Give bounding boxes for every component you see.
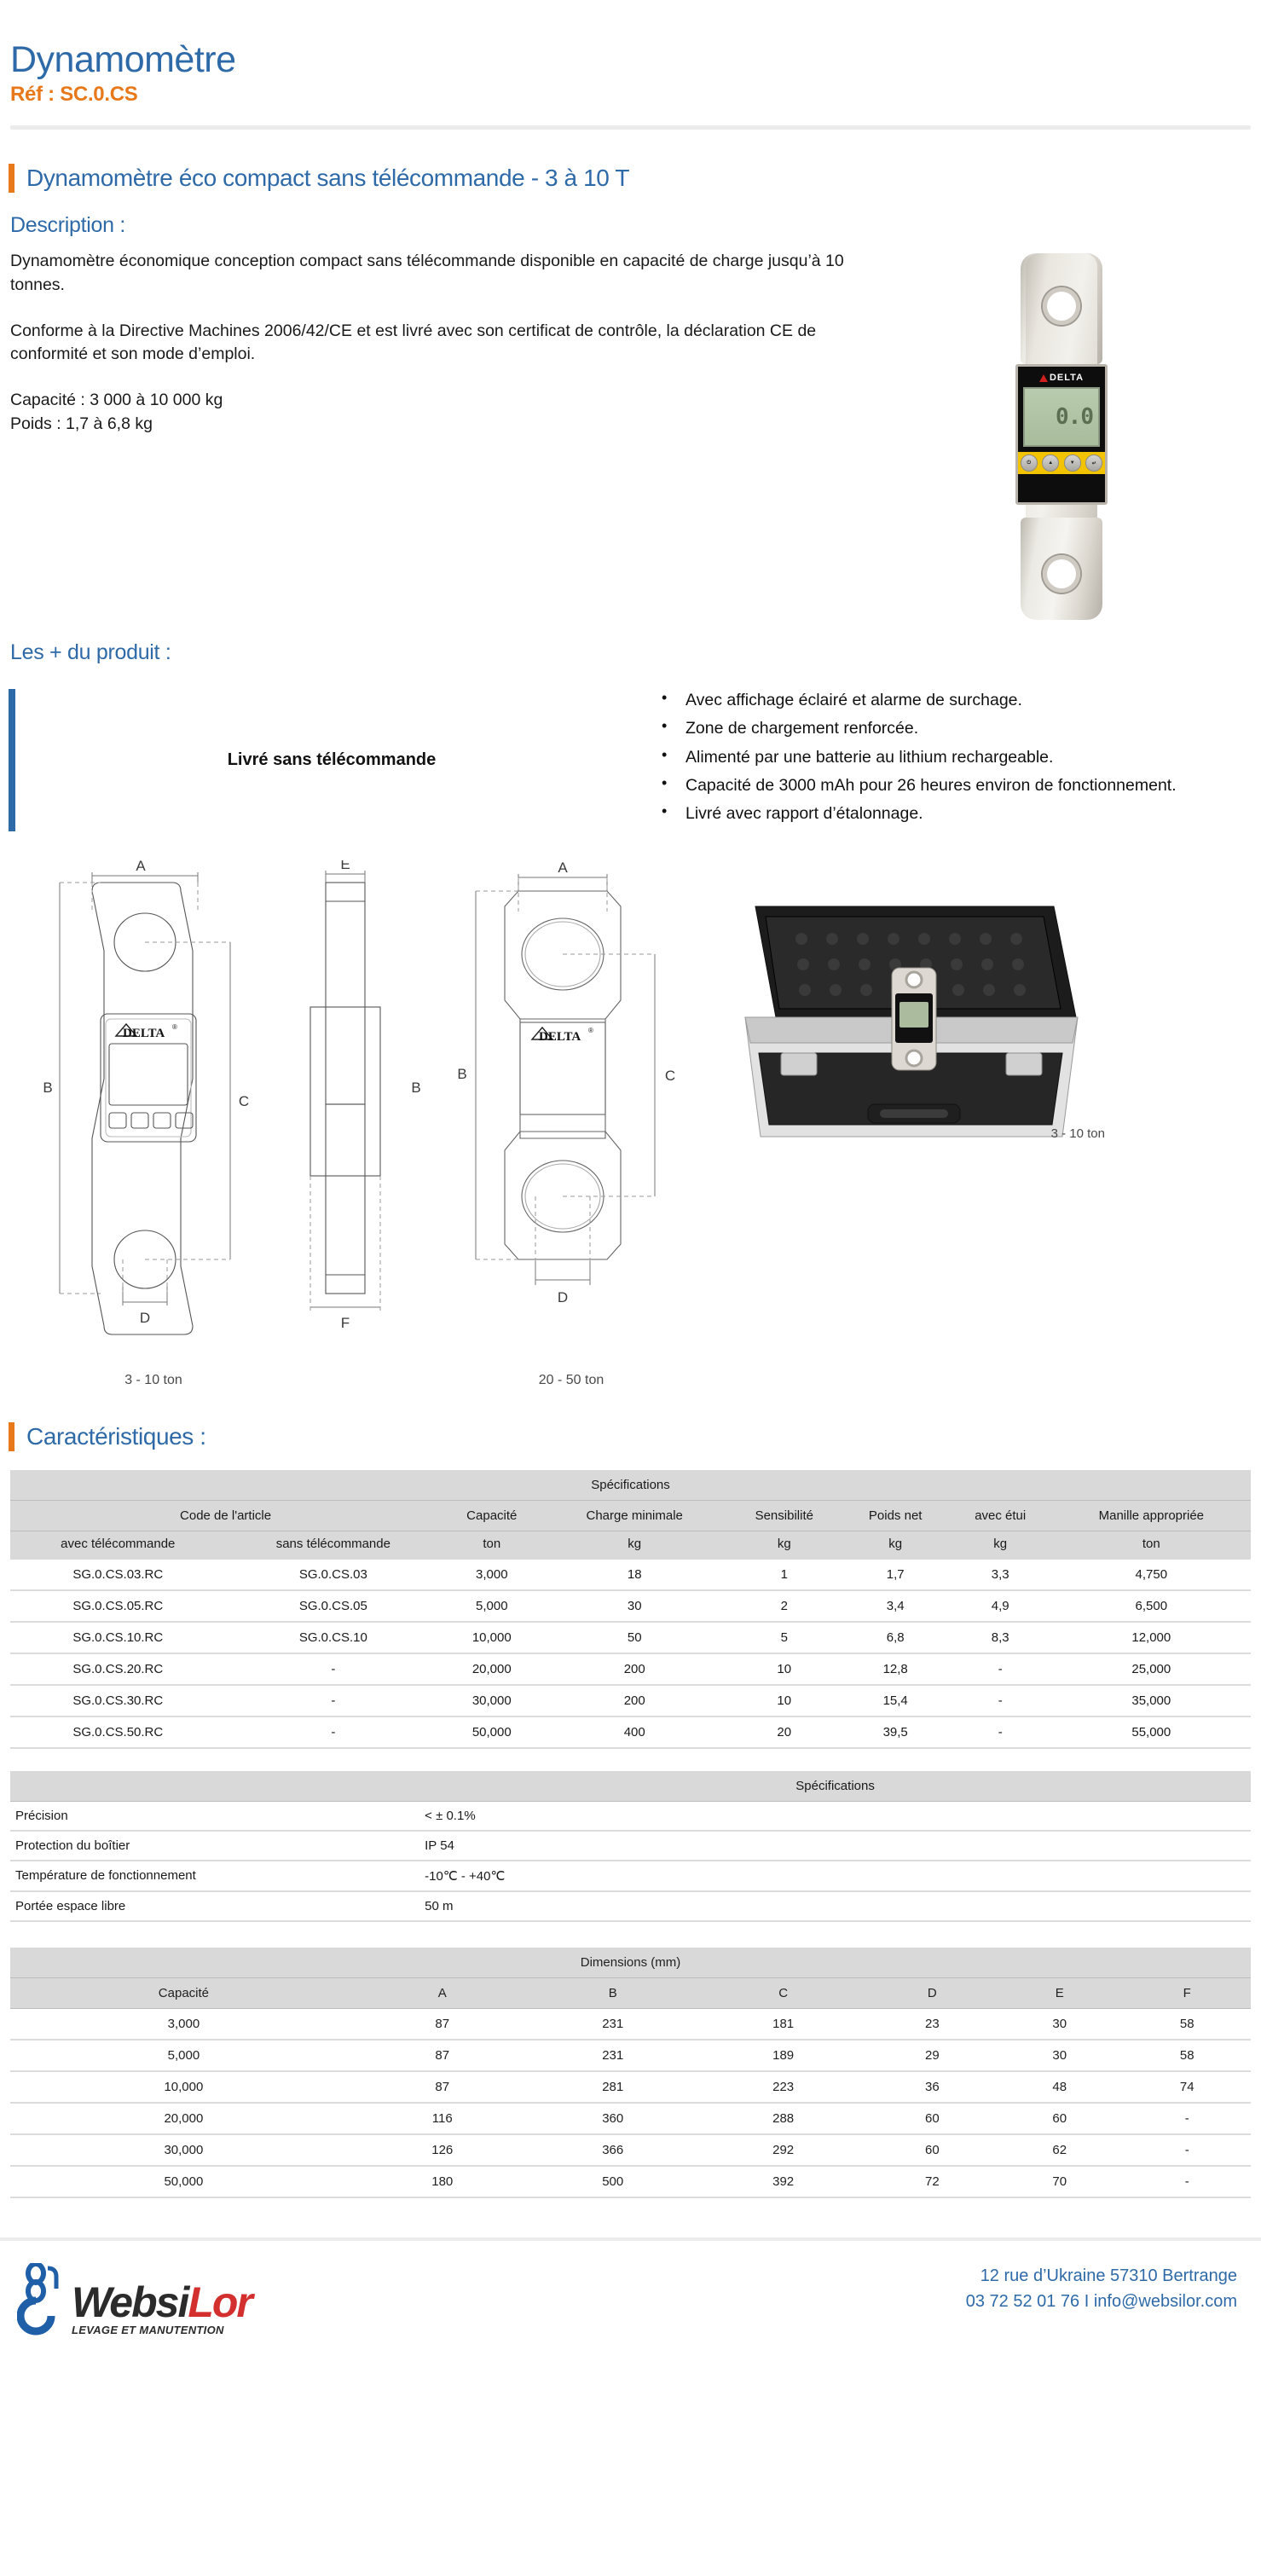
product-photo-column xyxy=(921,250,1202,620)
capacity-line: Capacité : 3 000 à 10 000 kg xyxy=(10,390,223,409)
dims-col-c: C xyxy=(698,1977,869,2008)
cell: 72 xyxy=(869,2166,996,2197)
photo-top-hole xyxy=(1043,287,1080,325)
cell: SG.0.CS.05 xyxy=(226,1590,442,1622)
cell: 288 xyxy=(698,2103,869,2134)
cell: 3,000 xyxy=(441,1560,542,1590)
plus-section xyxy=(0,689,1261,831)
cell: 5 xyxy=(726,1622,842,1653)
cell: SG.0.CS.50.RC xyxy=(10,1716,226,1748)
cell: 30 xyxy=(996,2008,1123,2040)
unit-min-load: kg xyxy=(542,1531,726,1560)
cell: 200 xyxy=(542,1685,726,1716)
drawing-caption-large: 20 - 50 ton xyxy=(538,1372,604,1387)
cell: 39,5 xyxy=(842,1716,949,1748)
cell: 360 xyxy=(528,2103,698,2134)
cell: 60 xyxy=(869,2103,996,2134)
peak-button-icon: ▼ xyxy=(1064,454,1081,472)
cell: 3,3 xyxy=(949,1560,1052,1590)
table-row xyxy=(10,2134,1251,2166)
cell: 30 xyxy=(542,1590,726,1622)
cell: 30,000 xyxy=(10,2134,357,2166)
characteristics-heading: Caractéristiques : xyxy=(26,1422,206,1450)
header-divider xyxy=(10,125,1251,130)
contact-phone-email[interactable]: 03 72 52 01 76 I info@websilor.com xyxy=(965,2291,1237,2311)
cell: 87 xyxy=(357,2008,528,2040)
cell: 12,8 xyxy=(842,1653,949,1685)
cell: - xyxy=(226,1653,442,1685)
case-device xyxy=(892,968,936,1070)
case-photo-svg xyxy=(725,886,1100,1167)
unit-without-remote: sans télécommande xyxy=(226,1531,442,1560)
front-view-svg xyxy=(34,860,273,1355)
cell: SG.0.CS.03 xyxy=(226,1560,442,1590)
dims-col-capacity: Capacité xyxy=(10,1977,357,2008)
side-view-svg xyxy=(273,860,443,1355)
plus-accent-bar xyxy=(9,689,15,831)
dim-label-b-large: B xyxy=(457,1065,467,1082)
table-row xyxy=(10,1560,1251,1590)
cell: 50,000 xyxy=(441,1716,542,1748)
cell: 5,000 xyxy=(441,1590,542,1622)
cell: 392 xyxy=(698,2166,869,2197)
dims-table-title: Dimensions (mm) xyxy=(10,1948,1251,1978)
col-header-min-load: Charge minimale xyxy=(542,1500,726,1531)
cell: 50,000 xyxy=(10,2166,357,2197)
product-heading-block xyxy=(9,164,1261,193)
plus-heading: Les + du produit : xyxy=(10,640,171,665)
cell: 10,000 xyxy=(10,2071,357,2103)
description-paragraph-1: Dynamomètre économique conception compact sans télécommande disponible en capacité de charge jusqu’à 10 tonnes. xyxy=(10,252,844,294)
cell: 292 xyxy=(698,2134,869,2166)
cell: 189 xyxy=(698,2040,869,2071)
cell: 23 xyxy=(869,2008,996,2040)
dim-label-e: E xyxy=(340,860,350,872)
plus-bullet-list xyxy=(657,689,1261,825)
cell: 30 xyxy=(996,2040,1123,2071)
table-group-header-row xyxy=(10,1470,1251,1501)
cell: 2 xyxy=(726,1590,842,1622)
cell: 180 xyxy=(357,2166,528,2197)
table-row xyxy=(10,1653,1251,1685)
cell: 3,4 xyxy=(842,1590,949,1622)
svg-text:DELTA: DELTA xyxy=(123,1026,165,1040)
cell: 29 xyxy=(869,2040,996,2071)
plus-callout-text: Livré sans télécommande xyxy=(227,750,437,769)
cell: 4,750 xyxy=(1052,1560,1251,1590)
unit-sensitivity: kg xyxy=(726,1531,842,1560)
kv-header-blank xyxy=(10,1771,419,1802)
table-row xyxy=(10,2166,1251,2197)
cell: 1 xyxy=(726,1560,842,1590)
table-column-header-row xyxy=(10,1977,1251,2008)
table-row xyxy=(10,2071,1251,2103)
company-logo[interactable] xyxy=(17,2263,252,2336)
cell: 30,000 xyxy=(441,1685,542,1716)
table-row xyxy=(10,2008,1251,2040)
cell: 200 xyxy=(542,1653,726,1685)
photo-control-panel xyxy=(1015,364,1108,505)
table-column-header-row xyxy=(10,1500,1251,1531)
description-text xyxy=(0,250,921,436)
cell: 36 xyxy=(869,2071,996,2103)
kv-key: Protection du boîtier xyxy=(10,1831,419,1861)
tare-button-icon: ▲ xyxy=(1042,454,1059,472)
description-label: Description : xyxy=(10,213,126,238)
logo-tagline: LEVAGE ET MANUTENTION xyxy=(72,2323,224,2336)
dimensions-table xyxy=(10,1948,1251,2198)
dim-label-a-large: A xyxy=(558,860,568,876)
page-footer xyxy=(0,2237,1261,2352)
hook-chain-icon xyxy=(17,2263,67,2336)
kv-table-title: Spécifications xyxy=(419,1771,1251,1802)
cell: 62 xyxy=(996,2134,1123,2166)
col-header-net-weight: Poids net xyxy=(842,1500,949,1531)
cell: 12,000 xyxy=(1052,1622,1251,1653)
col-header-with-case: avec étui xyxy=(949,1500,1052,1531)
dim-label-b-side: B xyxy=(411,1079,421,1096)
cell: 366 xyxy=(528,2134,698,2166)
case-photo xyxy=(725,886,1105,1172)
cell: SG.0.CS.05.RC xyxy=(10,1590,226,1622)
cell: 281 xyxy=(528,2071,698,2103)
list-item: • Avec affichage éclairé et alarme de surchage. xyxy=(657,689,1253,711)
cell: 10 xyxy=(726,1685,842,1716)
dim-label-c-large: C xyxy=(664,1067,676,1084)
cell: 87 xyxy=(357,2040,528,2071)
unit-with-remote: avec télécommande xyxy=(10,1531,226,1560)
kv-value: 50 m xyxy=(419,1891,1251,1921)
cell: 35,000 xyxy=(1052,1685,1251,1716)
svg-text:®: ® xyxy=(172,1022,177,1031)
photo-lcd-display xyxy=(1023,387,1100,447)
logo-text-lor: Lor xyxy=(188,2278,252,2326)
cell: - xyxy=(1123,2103,1251,2134)
plus-callout-block xyxy=(0,689,648,831)
drawing-front-view xyxy=(34,860,273,1388)
spec-table-body xyxy=(10,1560,1251,1748)
delta-triangle-icon xyxy=(1039,374,1048,382)
kv-value: IP 54 xyxy=(419,1831,1251,1861)
large-view-svg xyxy=(443,860,699,1355)
photo-keypad xyxy=(1018,452,1105,474)
cell: 400 xyxy=(542,1716,726,1748)
cell: 55,000 xyxy=(1052,1716,1251,1748)
drawing-large-view xyxy=(443,860,699,1388)
list-item: • Alimenté par une batterie au lithium rechargeable. xyxy=(657,746,1253,768)
cell: 6,8 xyxy=(842,1622,949,1653)
weight-line: Poids : 1,7 à 6,8 kg xyxy=(10,414,153,433)
tables-zone xyxy=(0,1470,1261,2198)
table-row xyxy=(10,1831,1251,1861)
table-row xyxy=(10,1891,1251,1921)
cell: 70 xyxy=(996,2166,1123,2197)
drawing-large-brand-logo xyxy=(532,1027,593,1044)
logo-text-websi: Websi xyxy=(72,2278,188,2326)
col-header-capacity: Capacité xyxy=(441,1500,542,1531)
cell: 8,3 xyxy=(949,1622,1052,1653)
table-row xyxy=(10,2040,1251,2071)
cell: 231 xyxy=(528,2040,698,2071)
logo-text-main xyxy=(72,2278,252,2326)
table-row xyxy=(10,2103,1251,2134)
accent-bar-characteristics xyxy=(9,1422,14,1451)
table-row xyxy=(10,1590,1251,1622)
list-item: • Livré avec rapport d’étalonnage. xyxy=(657,802,1253,825)
hold-button-icon: ↵ xyxy=(1085,454,1102,472)
cell: - xyxy=(949,1716,1052,1748)
dim-label-b: B xyxy=(43,1079,53,1096)
product-photo-dynamometer xyxy=(1005,253,1118,620)
cell: SG.0.CS.20.RC xyxy=(10,1653,226,1685)
photo-lcd-value: 0.0 xyxy=(1056,404,1093,431)
cell: 18 xyxy=(542,1560,726,1590)
cell: 1,7 xyxy=(842,1560,949,1590)
kv-value: -10℃ - +40℃ xyxy=(419,1861,1251,1891)
table-row xyxy=(10,1861,1251,1891)
description-section xyxy=(0,250,1261,620)
cell: 60 xyxy=(996,2103,1123,2134)
cell: SG.0.CS.03.RC xyxy=(10,1560,226,1590)
col-header-article-code: Code de l'article xyxy=(10,1500,441,1531)
dims-col-e: E xyxy=(996,1977,1123,2008)
dim-label-d: D xyxy=(139,1309,151,1326)
cell: 500 xyxy=(528,2166,698,2197)
table-row xyxy=(10,1801,1251,1831)
cell: 6,500 xyxy=(1052,1590,1251,1622)
cell: 60 xyxy=(869,2134,996,2166)
technical-drawings-row xyxy=(0,860,1261,1388)
accent-bar xyxy=(9,164,14,193)
cell: 20,000 xyxy=(10,2103,357,2134)
hook-icon-svg xyxy=(17,2263,67,2336)
cell: 231 xyxy=(528,2008,698,2040)
cell: 4,9 xyxy=(949,1590,1052,1622)
cell: 20 xyxy=(726,1716,842,1748)
dim-label-f: F xyxy=(340,1314,350,1331)
photo-brand-text: DELTA xyxy=(1049,373,1085,384)
kv-key: Température de fonctionnement xyxy=(10,1861,419,1891)
cell: 58 xyxy=(1123,2040,1251,2071)
table-row xyxy=(10,1622,1251,1653)
contact-address: 12 rue d’Ukraine 57310 Bertrange xyxy=(980,2266,1237,2285)
drawing-caption-case: 3 - 10 ton xyxy=(1050,1126,1105,1141)
cell: 25,000 xyxy=(1052,1653,1251,1685)
dims-col-d: D xyxy=(869,1977,996,2008)
table-units-row xyxy=(10,1531,1251,1560)
cell: - xyxy=(1123,2166,1251,2197)
col-header-shackle: Manille appropriée xyxy=(1052,1500,1251,1531)
cell: - xyxy=(949,1653,1052,1685)
table-row xyxy=(10,1716,1251,1748)
drawing-brand-logo xyxy=(116,1023,177,1040)
svg-text:DELTA: DELTA xyxy=(539,1029,581,1044)
dims-col-f: F xyxy=(1123,1977,1251,2008)
logo-wordmark xyxy=(72,2278,252,2336)
cell: - xyxy=(949,1685,1052,1716)
kv-value: < ± 0.1% xyxy=(419,1801,1251,1831)
product-heading: Dynamomètre éco compact sans télécommande - 3 à 10 T xyxy=(26,165,630,192)
cell: 48 xyxy=(996,2071,1123,2103)
svg-text:®: ® xyxy=(588,1026,593,1034)
cell: 20,000 xyxy=(441,1653,542,1685)
cell: SG.0.CS.10.RC xyxy=(10,1622,226,1653)
unit-capacity: ton xyxy=(441,1531,542,1560)
cell: 181 xyxy=(698,2008,869,2040)
dims-col-a: A xyxy=(357,1977,528,2008)
specifications-table xyxy=(10,1470,1251,1749)
unit-with-case: kg xyxy=(949,1531,1052,1560)
cell: SG.0.CS.30.RC xyxy=(10,1685,226,1716)
page-title: Dynamomètre xyxy=(10,39,236,80)
cell: 3,000 xyxy=(10,2008,357,2040)
contact-block xyxy=(966,2263,1244,2314)
col-header-sensitivity: Sensibilité xyxy=(726,1500,842,1531)
drawing-side-view xyxy=(273,860,443,1373)
spec-table-title: Spécifications xyxy=(10,1470,1251,1501)
cell: 10 xyxy=(726,1653,842,1685)
description-paragraph-2: Conforme à la Directive Machines 2006/42/CE et est livré avec son certificat de contrôle, la déclaration CE de conformité et son mode d’emploi. xyxy=(10,321,817,364)
dim-label-d-large: D xyxy=(557,1288,569,1305)
unit-shackle: ton xyxy=(1052,1531,1251,1560)
photo-brand-logo xyxy=(1039,373,1084,383)
cell: 223 xyxy=(698,2071,869,2103)
cell: SG.0.CS.10 xyxy=(226,1622,442,1653)
cell: 74 xyxy=(1123,2071,1251,2103)
cell: 116 xyxy=(357,2103,528,2134)
power-button-icon: ⏻ xyxy=(1021,454,1038,472)
dim-label-a: A xyxy=(136,860,146,874)
table-row xyxy=(10,1685,1251,1716)
kv-key: Portée espace libre xyxy=(10,1891,419,1921)
cell: 126 xyxy=(357,2134,528,2166)
page-header xyxy=(0,0,1261,107)
table-header-row xyxy=(10,1771,1251,1802)
product-reference: Réf : SC.0.CS xyxy=(10,83,138,107)
cell: - xyxy=(226,1685,442,1716)
cell: 87 xyxy=(357,2071,528,2103)
plus-bullets-block xyxy=(648,689,1261,831)
dims-col-b: B xyxy=(528,1977,698,2008)
cell: 58 xyxy=(1123,2008,1251,2040)
unit-net-weight: kg xyxy=(842,1531,949,1560)
cell: 15,4 xyxy=(842,1685,949,1716)
cell: - xyxy=(1123,2134,1251,2166)
list-item: • Zone de chargement renforcée. xyxy=(657,717,1253,739)
list-item: • Capacité de 3000 mAh pour 26 heures environ de fonctionnement. xyxy=(657,774,1253,796)
cell: - xyxy=(226,1716,442,1748)
kv-key: Précision xyxy=(10,1801,419,1831)
cell: 5,000 xyxy=(10,2040,357,2071)
cell: 10,000 xyxy=(441,1622,542,1653)
drawing-caption-front: 3 - 10 ton xyxy=(124,1372,182,1387)
general-specifications-table xyxy=(10,1771,1251,1922)
dims-table-body xyxy=(10,2008,1251,2197)
cell: 50 xyxy=(542,1622,726,1653)
characteristics-heading-block xyxy=(9,1422,1261,1451)
table-group-header-row xyxy=(10,1948,1251,1978)
photo-bottom-hole xyxy=(1043,555,1080,593)
dim-label-c: C xyxy=(238,1092,250,1109)
